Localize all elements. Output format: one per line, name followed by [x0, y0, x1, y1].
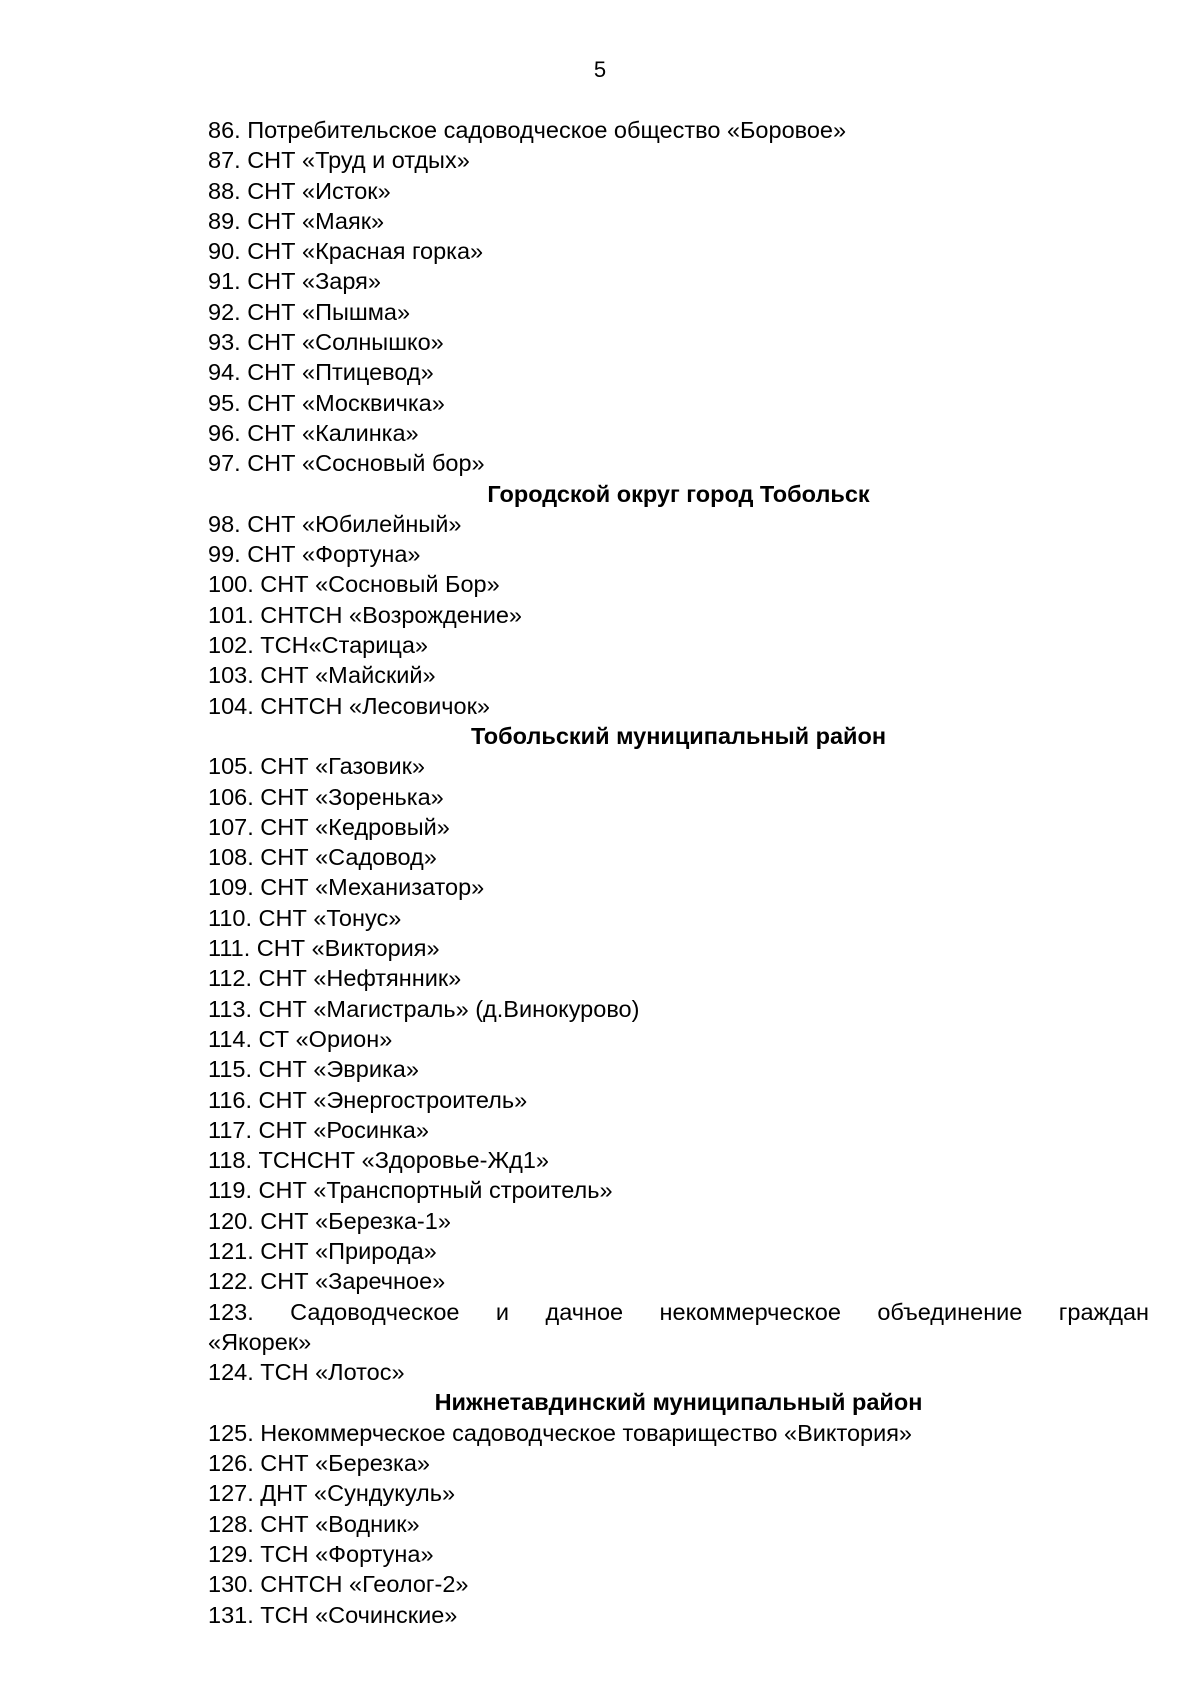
section-heading: Нижнетавдинский муниципальный район: [434, 1389, 923, 1416]
list-item: 93. СНТ «Солнышко»: [208, 329, 444, 356]
list-item: 118. ТСНСНТ «Здоровье-Жд1»: [208, 1147, 550, 1174]
list-item: 129. ТСН «Фортуна»: [208, 1540, 434, 1567]
list-item: 120. СНТ «Березка-1»: [208, 1207, 451, 1234]
page-number: 5: [593, 57, 607, 82]
list-item: 97. СНТ «Сосновый бор»: [208, 450, 485, 477]
list-item: 100. СНТ «Сосновый Бор»: [208, 571, 500, 598]
list-item: 86. Потребительское садоводческое общество «Боровое»: [208, 117, 847, 143]
list-item: 107. СНТ «Кедровый»: [208, 813, 450, 840]
list-item: 102. ТСН«Старица»: [208, 632, 428, 659]
list-item: 89. СНТ «Маяк»: [208, 207, 385, 234]
list-item-line: «Якорек»: [208, 1328, 312, 1355]
list-item: 105. СНТ «Газовик»: [208, 753, 425, 780]
list-item: 111. СНТ «Виктория»: [208, 935, 440, 962]
list-item: [208, 1297, 1149, 1358]
list-item: 127. ДНТ «Сундукуль»: [208, 1480, 456, 1507]
organization-list: [208, 115, 1149, 1630]
list-item: 95. СНТ «Москвичка»: [208, 389, 445, 416]
list-item-line: 123. Садоводческое и дачное некоммерческое объединение граждан: [208, 1298, 1149, 1325]
list-item: 121. СНТ «Природа»: [208, 1237, 437, 1264]
list-item: 91. СНТ «Заря»: [208, 268, 381, 295]
list-item: 114. СТ «Орион»: [208, 1025, 393, 1052]
list-item: 115. СНТ «Эврика»: [208, 1056, 419, 1083]
list-item: 124. ТСН «Лотос»: [208, 1359, 405, 1386]
list-item: 98. СНТ «Юбилейный»: [208, 510, 462, 537]
list-item: 125. Некоммерческое садоводческое товарищество «Виктория»: [208, 1419, 913, 1446]
section-heading: Городской округ город Тобольск: [487, 480, 870, 507]
list-item: 113. СНТ «Магистраль» (д.Винокурово): [208, 995, 640, 1022]
list-item: 96. СНТ «Калинка»: [208, 419, 419, 446]
list-item: 90. СНТ «Красная горка»: [208, 238, 484, 265]
list-item: 104. СНТСН «Лесовичок»: [208, 692, 490, 719]
list-item: 88. СНТ «Исток»: [208, 177, 391, 204]
list-item: 99. СНТ «Фортуна»: [208, 541, 421, 568]
list-item: 106. СНТ «Зоренька»: [208, 783, 444, 810]
list-item: 119. СНТ «Транспортный строитель»: [208, 1177, 613, 1204]
list-item: 108. СНТ «Садовод»: [208, 844, 437, 871]
list-item: 126. СНТ «Березка»: [208, 1450, 430, 1477]
list-item: 92. СНТ «Пышма»: [208, 298, 411, 325]
list-item: 112. СНТ «Нефтянник»: [208, 965, 462, 992]
section-heading: Тобольский муниципальный район: [470, 722, 887, 749]
list-item: 94. СНТ «Птицевод»: [208, 359, 434, 386]
list-item: 101. СНТСН «Возрождение»: [208, 601, 522, 628]
list-item: 128. СНТ «Водник»: [208, 1510, 420, 1537]
list-item: 116. СНТ «Энергостроитель»: [208, 1086, 528, 1113]
list-item: 103. СНТ «Майский»: [208, 662, 436, 689]
list-item: 122. СНТ «Заречное»: [208, 1268, 446, 1295]
list-item: 109. СНТ «Механизатор»: [208, 874, 485, 901]
list-item: 130. СНТСН «Геолог-2»: [208, 1571, 469, 1598]
list-item: 131. ТСН «Сочинские»: [208, 1601, 458, 1628]
list-item: 87. СНТ «Труд и отдых»: [208, 147, 470, 174]
list-item: 117. СНТ «Росинка»: [208, 1116, 429, 1143]
list-item: 110. СНТ «Тонус»: [208, 904, 402, 931]
